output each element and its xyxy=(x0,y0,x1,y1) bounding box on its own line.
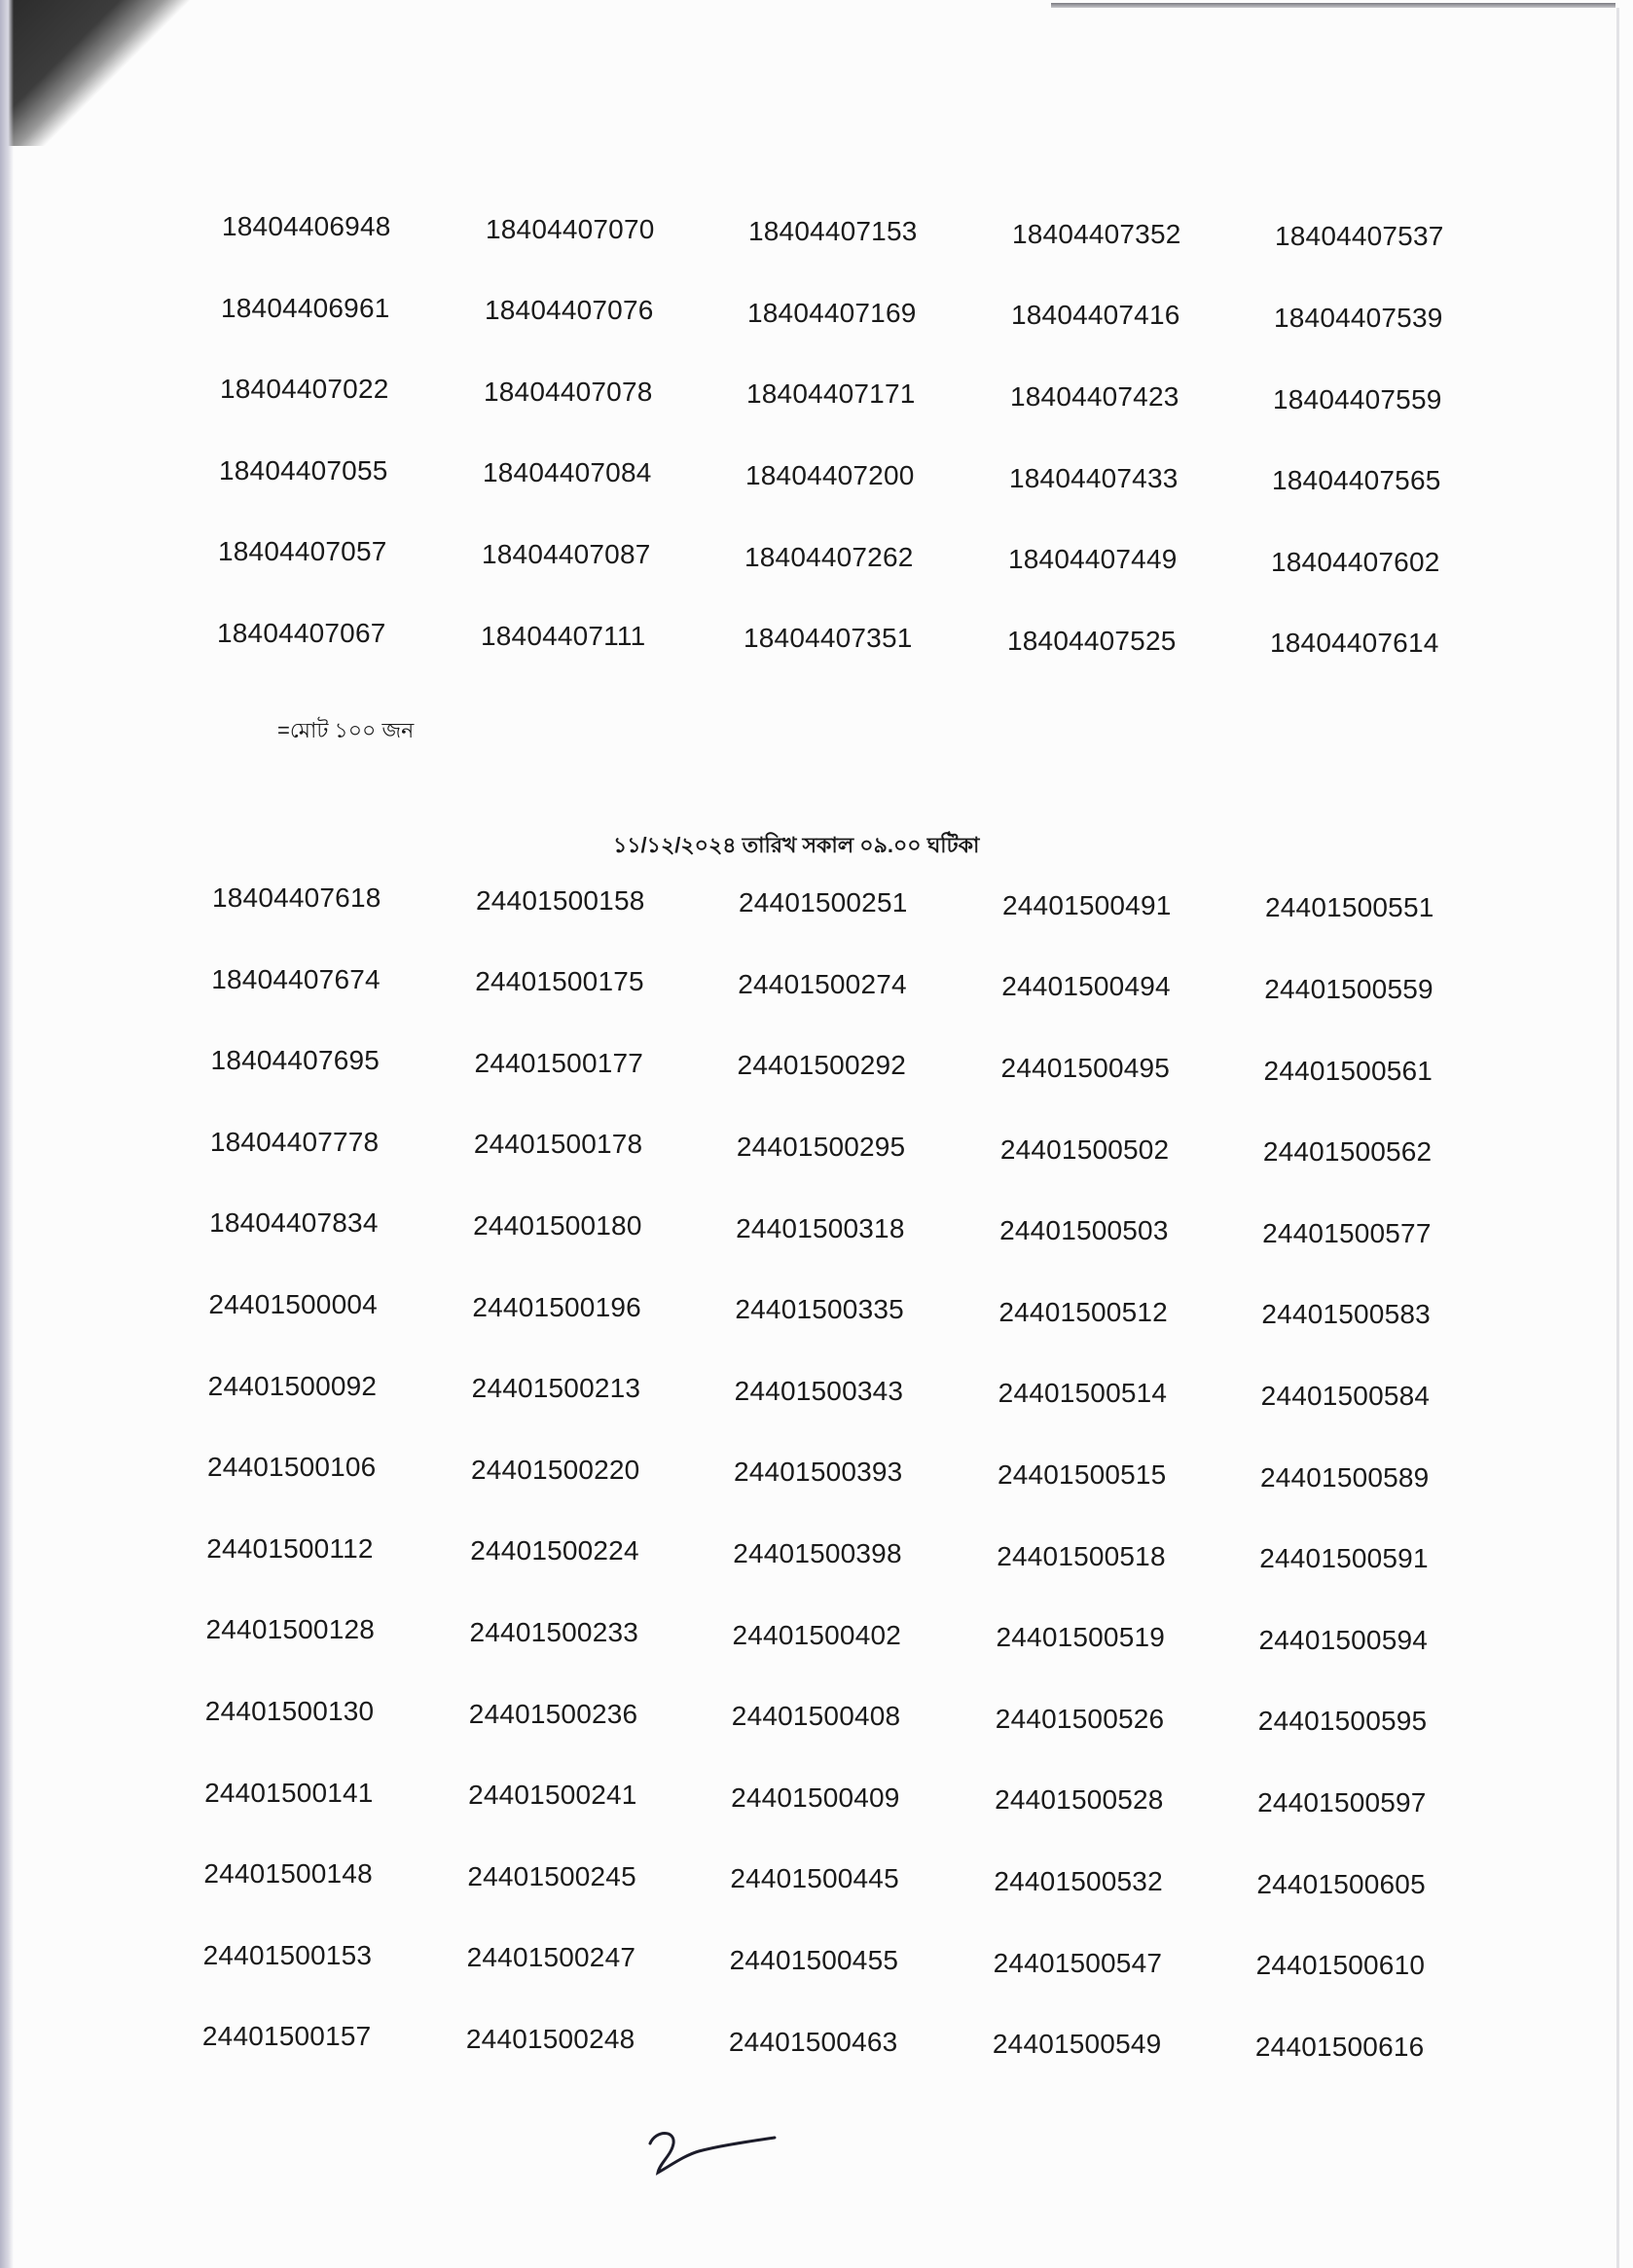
roll-number-cell: 18404407078 xyxy=(484,376,653,407)
roll-number-cell: 24401500605 xyxy=(1256,1868,1426,1899)
exam-session-heading: ১১/১২/২০২৪ তারিখ সকাল ০৯.০০ ঘটিকা xyxy=(613,833,980,857)
roll-number-cell: 24401500610 xyxy=(1255,1950,1426,1981)
roll-number-cell: 24401500502 xyxy=(999,1134,1170,1165)
roll-number-cell: 18404406961 xyxy=(221,292,390,323)
roll-number-cell: 18404407153 xyxy=(748,216,918,247)
roll-number-cell: 24401500589 xyxy=(1259,1461,1430,1493)
roll-number-cell: 18404407055 xyxy=(219,454,388,486)
roll-number-cell: 24401500241 xyxy=(468,1780,637,1811)
roll-number-cell: 24401500004 xyxy=(208,1289,378,1319)
roll-number-cell: 18404407674 xyxy=(211,963,381,994)
roll-number-cell: 24401500495 xyxy=(1000,1053,1171,1083)
total-count-label: =মোট ১০০ জন xyxy=(277,718,415,742)
roll-number-cell: 18404407171 xyxy=(746,378,916,410)
roll-number-cell: 18404407559 xyxy=(1273,383,1442,414)
roll-number-cell: 24401500532 xyxy=(994,1866,1163,1896)
roll-number-cell: 24401500220 xyxy=(470,1454,640,1485)
roll-number-cell: 24401500248 xyxy=(465,2024,635,2054)
roll-number-cell: 18404407433 xyxy=(1009,462,1179,493)
roll-number-cell: 24401500577 xyxy=(1262,1217,1432,1248)
roll-number-cell: 18404406948 xyxy=(222,211,391,241)
roll-number-cell: 24401500526 xyxy=(995,1703,1165,1734)
scan-left-edge-shadow xyxy=(0,0,14,2268)
roll-number-cell: 24401500583 xyxy=(1261,1299,1431,1330)
roll-number-cell: 24401500597 xyxy=(1257,1787,1427,1818)
roll-number-cell: 24401500335 xyxy=(735,1294,904,1325)
roll-number-cell: 24401500175 xyxy=(475,966,644,997)
roll-number-cell: 18404407423 xyxy=(1010,381,1179,412)
roll-number-cell: 24401500503 xyxy=(999,1215,1169,1246)
roll-number-cell: 24401500463 xyxy=(728,2026,898,2057)
roll-number-cell: 24401500491 xyxy=(1002,889,1172,920)
roll-number-cell: 18404407565 xyxy=(1272,465,1441,496)
roll-number-cell: 24401500158 xyxy=(476,884,645,916)
roll-number-cell: 24401500092 xyxy=(207,1370,378,1401)
roll-number-cell: 24401500551 xyxy=(1265,892,1434,923)
roll-number-cell: 18404407067 xyxy=(217,618,386,648)
roll-number-cell: 24401500153 xyxy=(202,1939,373,1970)
roll-number-cell: 24401500213 xyxy=(471,1373,641,1404)
roll-number-cell: 24401500402 xyxy=(732,1619,902,1650)
handwritten-signature xyxy=(642,2126,779,2184)
roll-number-cell: 24401500112 xyxy=(206,1532,374,1564)
roll-number-cell: 18404407695 xyxy=(210,1045,381,1076)
scan-corner-shadow xyxy=(0,0,195,146)
scan-top-edge-line xyxy=(1051,3,1615,8)
roll-number-cell: 24401500177 xyxy=(474,1047,644,1078)
roll-number-cell: 18404407449 xyxy=(1008,544,1178,575)
roll-number-cell: 24401500180 xyxy=(473,1210,642,1241)
roll-number-cell: 24401500247 xyxy=(466,1942,636,1973)
roll-number-cell: 24401500547 xyxy=(993,1947,1163,1978)
roll-number-cell: 24401500455 xyxy=(729,1945,899,1975)
roll-number-cell: 24401500398 xyxy=(733,1538,902,1568)
roll-number-cell: 18404407614 xyxy=(1270,628,1439,659)
roll-number-cell: 18404407057 xyxy=(218,536,387,567)
roll-number-cell: 18404407416 xyxy=(1011,300,1180,331)
roll-number-cell: 24401500141 xyxy=(204,1777,374,1808)
roll-number-cell: 24401500445 xyxy=(730,1863,899,1894)
roll-number-cell: 18404407169 xyxy=(747,297,917,328)
roll-number-cell: 24401500549 xyxy=(992,2029,1162,2060)
roll-number-cell: 18404407352 xyxy=(1012,218,1181,249)
roll-number-cell: 18404407070 xyxy=(486,213,655,244)
roll-number-cell: 18404407087 xyxy=(482,539,651,569)
roll-number-cell: 24401500236 xyxy=(468,1698,638,1729)
roll-number-cell: 24401500292 xyxy=(737,1050,907,1081)
roll-number-cell: 24401500559 xyxy=(1264,974,1433,1004)
roll-number-cell: 18404407200 xyxy=(745,460,915,490)
roll-number-cell: 18404407351 xyxy=(744,623,913,654)
roll-number-cell: 18404407111 xyxy=(481,620,646,651)
roll-number-cell: 24401500409 xyxy=(731,1782,900,1813)
roll-number-cell: 18404407602 xyxy=(1271,546,1440,577)
roll-number-cell: 18404407834 xyxy=(209,1207,379,1239)
roll-number-cell: 18404407525 xyxy=(1007,625,1177,656)
roll-number-cell: 24401500178 xyxy=(473,1129,643,1160)
roll-number-cell: 24401500595 xyxy=(1257,1706,1428,1737)
roll-number-cell: 18404407618 xyxy=(212,882,381,913)
roll-number-cell: 24401500128 xyxy=(205,1614,376,1645)
roll-number-cell: 18404407262 xyxy=(744,541,914,572)
roll-number-cell: 18404407778 xyxy=(209,1126,380,1157)
roll-number-cell: 24401500318 xyxy=(736,1212,905,1243)
roll-number-cell: 24401500408 xyxy=(731,1701,901,1732)
roll-number-cell: 24401500233 xyxy=(469,1617,639,1647)
roll-number-cell: 24401500518 xyxy=(997,1540,1166,1571)
roll-number-cell: 24401500515 xyxy=(997,1459,1167,1490)
roll-number-cell: 18404407539 xyxy=(1274,303,1443,333)
roll-number-cell: 18404407537 xyxy=(1275,221,1444,252)
roll-number-cell: 24401500343 xyxy=(734,1375,904,1406)
roll-number-cell: 18404407084 xyxy=(483,457,652,488)
roll-number-cell: 24401500512 xyxy=(998,1296,1168,1327)
roll-number-cell: 24401500519 xyxy=(996,1622,1166,1653)
roll-number-cell: 24401500561 xyxy=(1263,1055,1433,1086)
roll-number-cell: 24401500196 xyxy=(472,1291,641,1322)
roll-number-cell: 24401500591 xyxy=(1259,1543,1429,1574)
roll-number-cell: 24401500224 xyxy=(470,1535,639,1566)
roll-number-cell: 18404407022 xyxy=(220,374,389,405)
roll-number-cell: 24401500528 xyxy=(995,1784,1164,1816)
roll-number-cell: 24401500584 xyxy=(1260,1381,1431,1411)
roll-number-cell: 24401500106 xyxy=(206,1452,377,1483)
roll-number-cell: 24401500393 xyxy=(733,1457,903,1488)
roll-number-cell: 24401500245 xyxy=(467,1860,636,1891)
scan-right-edge-line xyxy=(1616,8,1619,2268)
roll-number-cell: 24401500157 xyxy=(201,2021,372,2052)
roll-number-cell: 24401500594 xyxy=(1258,1624,1429,1655)
roll-number-cell: 24401500148 xyxy=(203,1858,373,1890)
roll-number-cell: 24401500274 xyxy=(738,968,907,999)
roll-number-cell: 24401500295 xyxy=(736,1132,906,1162)
roll-number-cell: 24401500514 xyxy=(998,1378,1168,1409)
roll-number-cell: 24401500251 xyxy=(739,887,908,918)
roll-number-cell: 24401500494 xyxy=(1001,971,1171,1002)
roll-number-cell: 24401500562 xyxy=(1262,1136,1433,1168)
roll-number-cell: 24401500130 xyxy=(204,1696,375,1726)
roll-number-cell: 24401500616 xyxy=(1254,2031,1425,2062)
roll-number-cell: 18404407076 xyxy=(485,295,654,326)
